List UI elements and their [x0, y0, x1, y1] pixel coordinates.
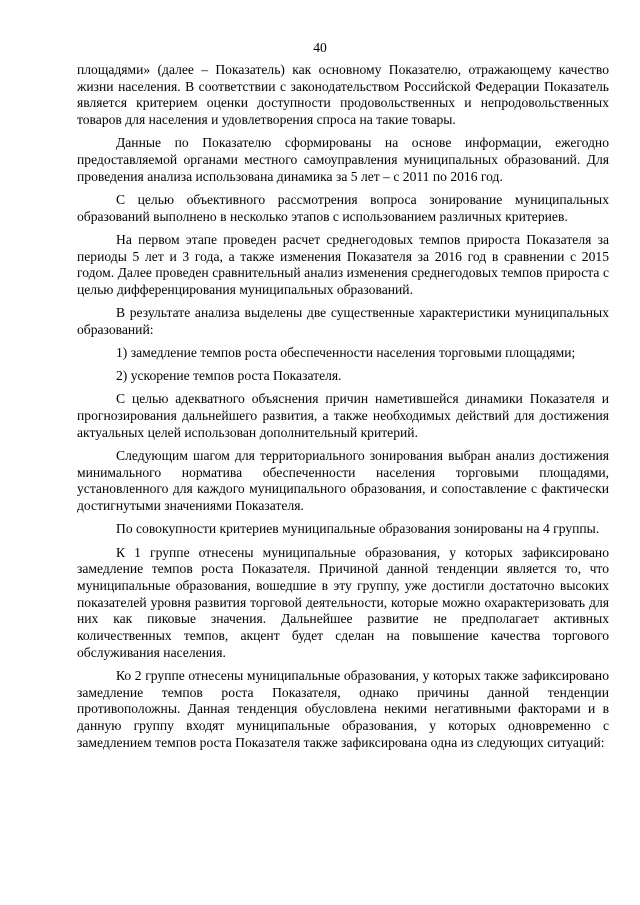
page-number: 40 — [313, 40, 327, 55]
paragraph-four-groups: По совокупности критериев муниципальные образования зонированы на 4 группы. — [116, 521, 600, 537]
paragraph-continuation: площадями» (далее – Показатель) как основному Показателю, отражающему качество жизни населения. В соответствии с законодательством Российской Федерации Показатель является критерием оценки доступности продовольственных и непродовольственных товаров для населения и удовлетворения спроса на такие товары. — [77, 62, 609, 128]
paragraph-group-2: Ко 2 группе отнесены муниципальные образования, у которых также зафиксировано замедление темпов роста Показателя, однако причины данной тенденции противоположны. Данная тенденция обусловлена некими негативными факторами и в данную группу входят муниципальные образования, у которых одновременно с замедлением темпов роста Показателя также зафиксирована одна из следующих ситуаций: — [77, 668, 609, 750]
paragraph-data-sources: Данные по Показателю сформированы на основе информации, ежегодно предоставляемой органами местного самоуправления муниципальных образований. Для проведения анализа использована динамика за 5 лет – с 2011 по 2016 год. — [77, 135, 609, 184]
paragraph-additional-criterion: С целью адекватного объяснения причин наметившейся динамики Показателя и прогнозирования дальнейшего развития, а также необходимых действий для достижения актуальных целей использован дополнительный критерий. — [77, 391, 609, 440]
paragraph-analysis-results: В результате анализа выделены две существенные характеристики муниципальных образований: — [77, 305, 609, 337]
paragraph-zoning-approach: С целью объективного рассмотрения вопроса зонирование муниципальных образований выполнено в несколько этапов с использованием различных критериев. — [77, 191, 609, 224]
list-item-slowdown: 1) замедление темпов роста обеспеченности населения торговыми площадями; — [116, 345, 576, 361]
list-item-acceleration: 2) ускорение темпов роста Показателя. — [116, 368, 342, 384]
document-body — [77, 62, 609, 758]
paragraph-first-stage: На первом этапе проведен расчет среднегодовых темпов прироста Показателя за периоды 5 лет и 3 года, а также изменения Показателя за 2016 год в сравнении с 2015 годом. Далее проведен сравнительный анализ изменения среднегодовых темпов прироста с целью дифференцирования муниципальных образований. — [77, 231, 609, 297]
paragraph-group-1: К 1 группе отнесены муниципальные образования, у которых зафиксировано замедление темпов роста Показателя. Причиной данной тенденции является то, что муниципальные образования, вошедшие в эту группу, уже достигли достаточно высоких показателей уровня развития торговой деятельности, которые можно охарактеризовать для них как пиковые значения. Дальнейшее развитие не предполагает активных количественных темпов, акцент будет сделан на повышение качества торгового обслуживания населения. — [77, 544, 609, 660]
paragraph-next-step: Следующим шагом для территориального зонирования выбран анализ достижения минимального норматива обеспеченности населения торговыми площадями, установленного для каждого муниципального образования, и сопоставление с фактически достигнутыми значениями Показателя. — [77, 448, 609, 514]
